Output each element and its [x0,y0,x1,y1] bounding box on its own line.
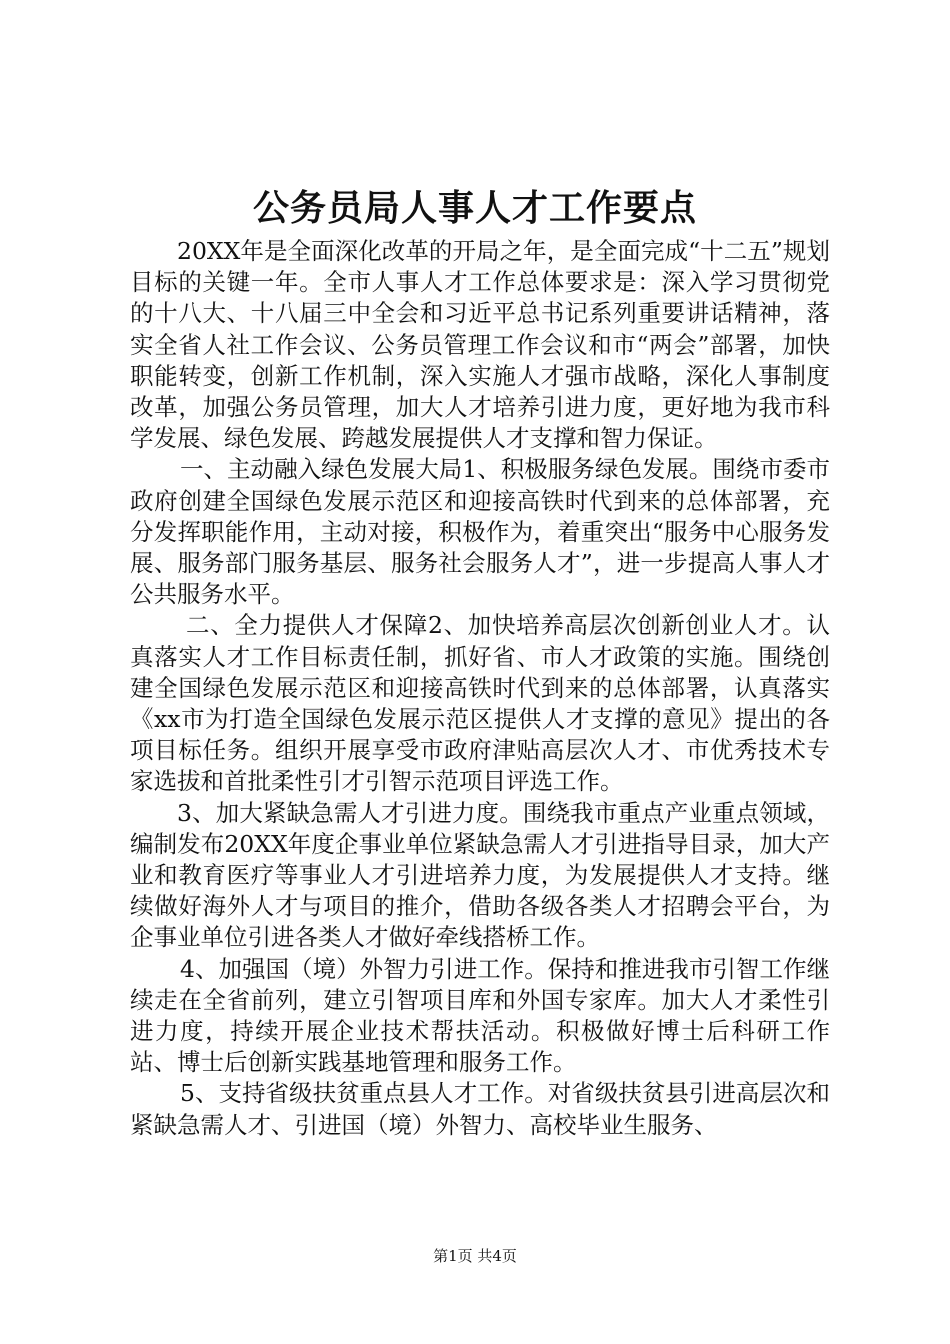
paragraph-intro: 20XX年是全面深化改革的开局之年，是全面完成“十二五”规划目标的关键一年。全市人事人才工作总体要求是：深入学习贯彻党的十八大、十八届三中全会和习近平总书记系列重要讲话精神，落实全省人社工作会议、公务员管理工作会议和市“两会”部署，加快职能转变，创新工作机制，深入实施人才强市战略，深化人事制度改革，加强公务员管理，加大人才培养引进力度，更好地为我市科学发展、绿色发展、跨越发展提供人才支撑和智力保证。 [130,237,830,453]
document-title: 公务员局人事人才工作要点 [252,187,697,229]
document-body [130,236,830,1141]
paragraph-section-2: 二、全力提供人才保障2、加快培养高层次创新创业人才。认真落实人才工作目标责任制，抓好省、市人才政策的实施。围绕创建全国绿色发展示范区和迎接高铁时代到来的总体部署，认真落实《xx市为打造全国绿色发展示范区提供人才支撑的意见》提出的各项目标任务。组织开展享受市政府津贴高层次人才、市优秀技术专家选拔和首批柔性引才引智示范项目评选工作。 [130,611,830,796]
paragraph-item-3: 3、加大紧缺急需人才引进力度。围绕我市重点产业重点领域，编制发布20XX年度企事业单位紧缺急需人才引进指导目录，加大产业和教育医疗等事业人才引进培养力度，为发展提供人才支持。继续做好海外人才与项目的推介，借助各级各类人才招聘会平台，为企事业单位引进各类人才做好牵线搭桥工作。 [130,798,830,952]
paragraph-item-5: 5、支持省级扶贫重点县人才工作。对省级扶贫县引进高层次和紧缺急需人才、引进国（境）外智力、高校毕业生服务、 [130,1079,830,1139]
paragraph-section-1: 一、主动融入绿色发展大局1、积极服务绿色发展。围绕市委市政府创建全国绿色发展示范区和迎接高铁时代到来的总体部署，充分发挥职能作用，主动对接，积极作为，着重突出“服务中心服务发展、服务部门服务基层、服务社会服务人才”，进一步提高人事人才公共服务水平。 [130,455,830,609]
paragraph-item-4: 4、加强国（境）外智力引进工作。保持和推进我市引智工作继续走在全省前列，建立引智项目库和外国专家库。加大人才柔性引进力度，持续开展企业技术帮扶活动。积极做好博士后科研工作站、博士后创新实践基地管理和服务工作。 [130,954,830,1077]
page-number-footer: 第1页 共4页 [433,1247,517,1265]
